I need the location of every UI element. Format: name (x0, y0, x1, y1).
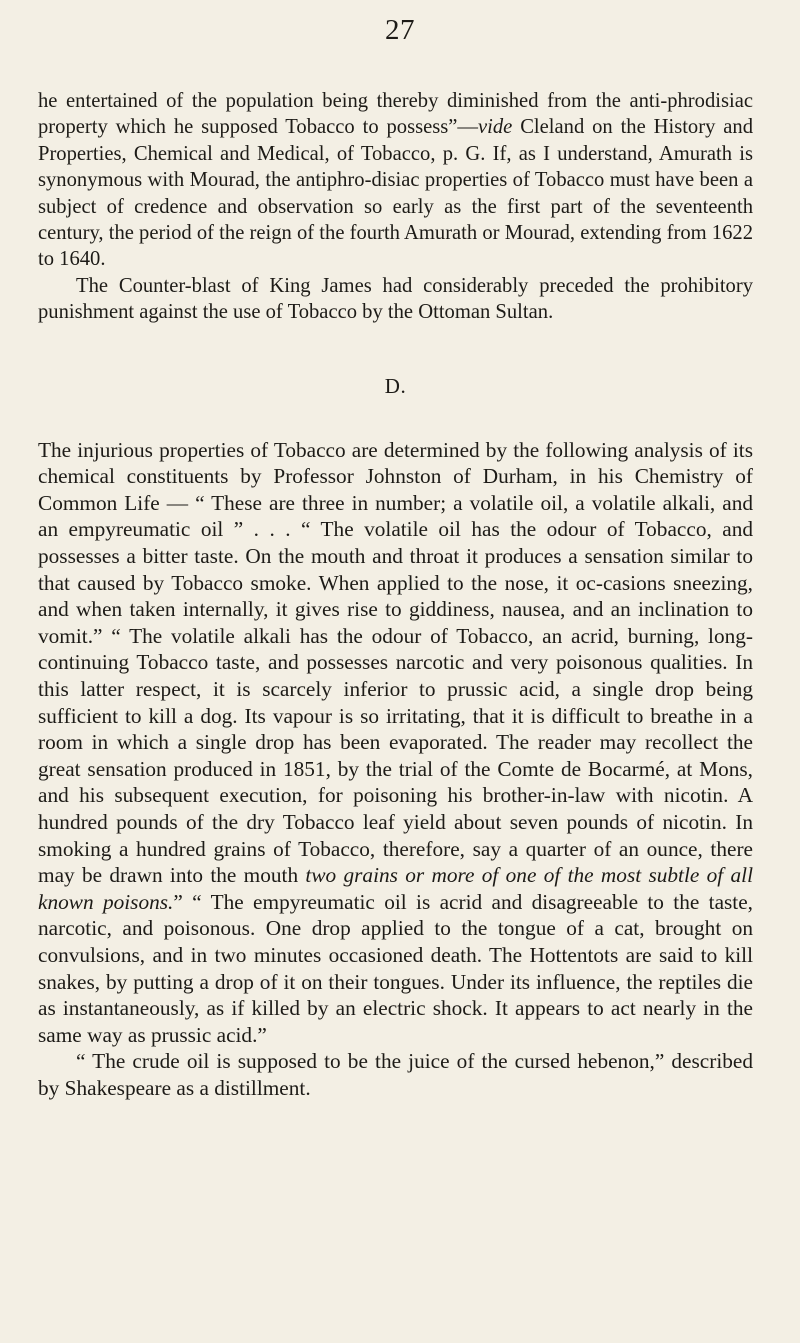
paragraph-text: Cleland on the History and Properties, Chemical and Medical, of Tobacco, p. G. If, as I understand, Amurath is synonymous with Mourad, the antiphro-disiac properties of Tobacco must have been a subject of credence and observation so early as the first part of the seventeenth century, the period of the reign of the fourth Amurath or Mourad, extending from 1622 to 1640. (38, 116, 753, 271)
paragraph-counter-blast: The Counter-blast of King James had considerably preceded the prohibitory punishment against the use of Tobacco by the Ottoman Sultan. (38, 274, 753, 324)
paragraph-analysis (38, 437, 753, 1049)
poisons-italic: two grains or more of one of the most subtle of all known poisons. (38, 863, 753, 914)
section-heading-d: D. (384, 373, 407, 398)
paragraph-continuation (38, 88, 753, 273)
vide-italic: vide (478, 116, 513, 139)
paragraph-text: ” “ The empyreumatic oil is acrid and disagreeable to the taste, narcotic, and poisonous. One drop applied to the tongue of a cat, brought on convulsions, and in two minutes occasioned death. The Hottentots are said to kill snakes, by putting a drop of it on their tongues. Under its influence, the reptiles die as instantaneously, as if killed by an electric shock. It appears to act nearly in the same way as prussic acid.” (38, 889, 753, 1047)
paragraph-hebenon: “ The crude oil is supposed to be the juice of the cursed hebenon,” described by Shakespeare as a distillment. (38, 1049, 753, 1100)
paragraph-text: he entertained of the population being thereby diminished from the anti-phrodisiac property which he supposed Tobacco to possess”— (38, 90, 753, 139)
paragraph-text: The injurious properties of Tobacco are determined by the following analysis of its chemical constituents by Professor Johnston of Durham, in his Chemistry of Common Life — “ These are three in number; a volatile oil, a volatile alkali, and an empyreumatic oil ” . . . “ The volatile oil has the odour of Tobacco, and possesses a bitter taste. On the mouth and throat it produces a sensation similar to that caused by Tobacco smoke. When applied to the nose, it oc-casions sneezing, and when taken internally, it gives rise to giddiness, nausea, and an inclination to vomit.” “ The volatile alkali has the odour of Tobacco, an acrid, burning, long-continuing Tobacco taste, and possesses narcotic and very poisonous qualities. In this latter respect, it is scarcely inferior to prussic acid, a single drop being sufficient to kill a dog. Its vapour is so irritating, that it is difficult to breathe in a room in which a single drop has been evaporated. The reader may recollect the great sensation produced in 1851, by the trial of the Comte de Bocarmé, at Mons, and his subsequent execution, for poisoning his brother-in-law with nicotin. A hundred pounds of the dry Tobacco leaf yield about seven pounds of nicotin. In smoking a hundred grains of Tobacco, therefore, say a quarter of an ounce, there may be drawn into the mouth (38, 437, 753, 888)
page-body (38, 88, 753, 1102)
page-number: 27 (385, 14, 415, 46)
